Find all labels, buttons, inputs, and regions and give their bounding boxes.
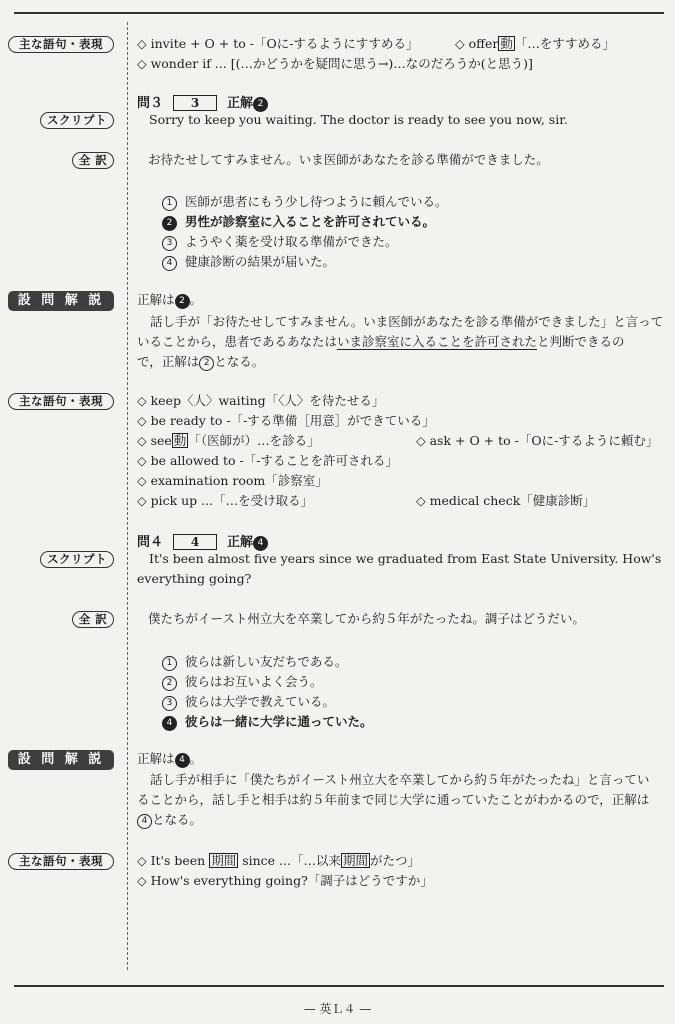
column-divider [127, 22, 128, 970]
q4-script-1: It's been almost five years since we graduated from East State University. How's [149, 551, 662, 566]
q3-exp-answer-pre: 正解は [137, 292, 175, 307]
q4-phrase-1-pre: ◇ It's been [137, 853, 206, 868]
top-phrase-offer [455, 35, 615, 53]
q3-phrase-1: ◇ keep〈人〉waiting「〈人〉を待たせる」 [137, 393, 385, 408]
q3-exp-line-3 [137, 353, 264, 371]
q3-choice-2-text: 男性が診察室に入ることを許可されている。 [185, 214, 436, 229]
q3-script: Sorry to keep you waiting. The doctor is ready to see you now, sir. [149, 112, 568, 127]
script-label-q3: スクリプト [40, 112, 114, 129]
q4-phrase-1-mid: since ...「…以来 [242, 853, 341, 868]
q4-answer-label: 正解 [227, 535, 254, 550]
top-phrase-invite: ◇ invite + O + to -「Oに-するようにすすめる」 [137, 36, 419, 51]
q3-choice-4 [162, 252, 335, 271]
q4-choice-3-text: 彼らは大学で教えている。 [185, 694, 336, 709]
q3-choice-1 [162, 192, 448, 211]
phrases-label-q4: 主な語句・表現 [8, 853, 114, 870]
q3-label: 問３ [137, 96, 164, 111]
q4-script-2: everything going? [137, 571, 252, 586]
q4-phrase-1 [137, 852, 420, 870]
q3-choice-4-num: 4 [162, 256, 177, 271]
explanation-label-q4: 設 問 解 説 [8, 750, 114, 770]
q3-choice-3-text: ようやく薬を受け取る準備ができた。 [185, 234, 398, 249]
q4-exp-answer-post: 。 [189, 751, 203, 766]
q4-choice-3-num: 3 [162, 696, 177, 711]
q4-choice-3 [162, 692, 335, 711]
q4-answer-circle: 4 [253, 536, 268, 551]
q3-phrase-5: ◇ examination room「診察室」 [137, 473, 328, 488]
offer-text: ◇ offer [455, 36, 499, 51]
q4-exp-line-2: ることから，話し手と相手は約５年前まで同じ大学に通っていたことがわかるので，正解は [137, 792, 650, 807]
q3-exp-line-3-post: となる。 [214, 354, 265, 369]
period-box-2: 期間 [342, 853, 368, 868]
q3-phrase-3b: ◇ ask + O + to -「Oに-するように頼む」 [416, 433, 659, 448]
q4-translation: 僕たちがイースト州立大を卒業してから約５年がたったね。調子はどうだい。 [148, 611, 585, 626]
q4-exp-answer [137, 750, 202, 768]
q4-exp-line-1: 話し手が相手に「僕たちがイースト州立大を卒業してから約５年がたったね」と言ってい [150, 772, 650, 787]
q3-exp-line-3-pre: で，正解は [137, 354, 200, 369]
q4-choice-2 [162, 672, 323, 691]
q3-exp-underlined: いま診察室に入ることを許可された [337, 334, 538, 349]
q3-exp-answer [137, 291, 202, 309]
q3-phrase-4: ◇ be allowed to -「-することを許可される」 [137, 453, 398, 468]
q3-header [137, 92, 268, 112]
q3-choice-3 [162, 232, 398, 251]
verb-mark: 動 [500, 36, 513, 51]
q3-phrase-6b: ◇ medical check「健康診断」 [416, 493, 596, 508]
q4-choice-4 [162, 712, 373, 731]
q3-exp-answer-circle: 2 [175, 294, 190, 309]
q3-exp-line-2-pre: いることから，患者であるあなたは [137, 334, 338, 349]
q4-choice-1-num: 1 [162, 656, 177, 671]
offer-meaning: 「…をすすめる」 [514, 36, 616, 51]
q3-choice-3-num: 3 [162, 236, 177, 251]
q4-label: 問４ [137, 535, 164, 550]
q3-exp-line-2 [137, 333, 625, 351]
q3-choice-1-text: 医師が患者にもう少し待つように頼んでいる。 [185, 194, 448, 209]
q3-exp-line-3-circle: 2 [199, 356, 214, 371]
phrases-label: 主な語句・表現 [8, 36, 114, 53]
q3-choice-1-num: 1 [162, 196, 177, 211]
q4-choice-2-num: 2 [162, 676, 177, 691]
q4-choice-2-text: 彼らはお互いよく会う。 [185, 674, 323, 689]
q3-choice-2-num: 2 [162, 216, 177, 231]
q3-translation: お待たせしてすみません。いま医師があなたを診る準備ができました。 [148, 152, 549, 167]
bottom-rule [14, 985, 664, 987]
script-label-q4: スクリプト [40, 551, 114, 568]
q4-choice-4-num: 4 [162, 716, 177, 731]
q3-phrase-3 [137, 432, 320, 450]
q3-phrase-3-post: 「（医師が）…を診る」 [188, 433, 320, 448]
q4-exp-answer-circle: 4 [175, 753, 190, 768]
q3-answer-label: 正解 [227, 96, 254, 111]
q4-choice-4-text: 彼らは一緒に大学に通っていた。 [185, 714, 373, 729]
q3-choice-4-text: 健康診断の結果が届いた。 [185, 254, 336, 269]
q3-phrase-3-pre: ◇ see [137, 433, 172, 448]
q3-exp-answer-post: 。 [189, 292, 203, 307]
q3-phrase-6a: ◇ pick up ...「…を受け取る」 [137, 493, 314, 508]
page-number: — 英Ｌ４ — [303, 1002, 372, 1016]
q3-answer-circle: 2 [253, 97, 268, 112]
q3-number-box: 3 [173, 95, 217, 111]
q3-choice-2 [162, 212, 435, 231]
top-rule [14, 12, 664, 14]
explanation-label-q3: 設 問 解 説 [8, 291, 114, 311]
q4-header [137, 531, 268, 551]
q4-phrase-1-post: がたつ」 [370, 853, 421, 868]
top-phrase-wonder: ◇ wonder if ... [(…かどうかを疑問に思う→)…なのだろうか(と思う)] [137, 56, 533, 71]
q4-choice-1 [162, 652, 347, 671]
phrases-label-q3: 主な語句・表現 [8, 393, 114, 410]
q4-phrase-2: ◇ How's everything going?「調子はどうですか」 [137, 873, 433, 888]
q4-exp-line-3 [137, 811, 202, 829]
q4-exp-line-3-post: となる。 [152, 812, 203, 827]
translation-label-q3: 全 訳 [72, 152, 114, 169]
q3-exp-line-2-post: と判断できるの [537, 334, 625, 349]
q4-exp-answer-pre: 正解は [137, 751, 175, 766]
q3-exp-line-1: 話し手が「お待たせしてすみません。いま医師があなたを診る準備ができました」と言って [150, 314, 664, 329]
verb-mark-see: 動 [173, 433, 187, 448]
q4-exp-line-3-circle: 4 [137, 814, 152, 829]
q4-number-box: 4 [173, 534, 217, 550]
translation-label-q4: 全 訳 [72, 611, 114, 628]
period-box-1: 期間 [211, 853, 237, 868]
q4-choice-1-text: 彼らは新しい友だちである。 [185, 654, 348, 669]
q3-phrase-2: ◇ be ready to -「-する準備［用意］ができている」 [137, 413, 435, 428]
